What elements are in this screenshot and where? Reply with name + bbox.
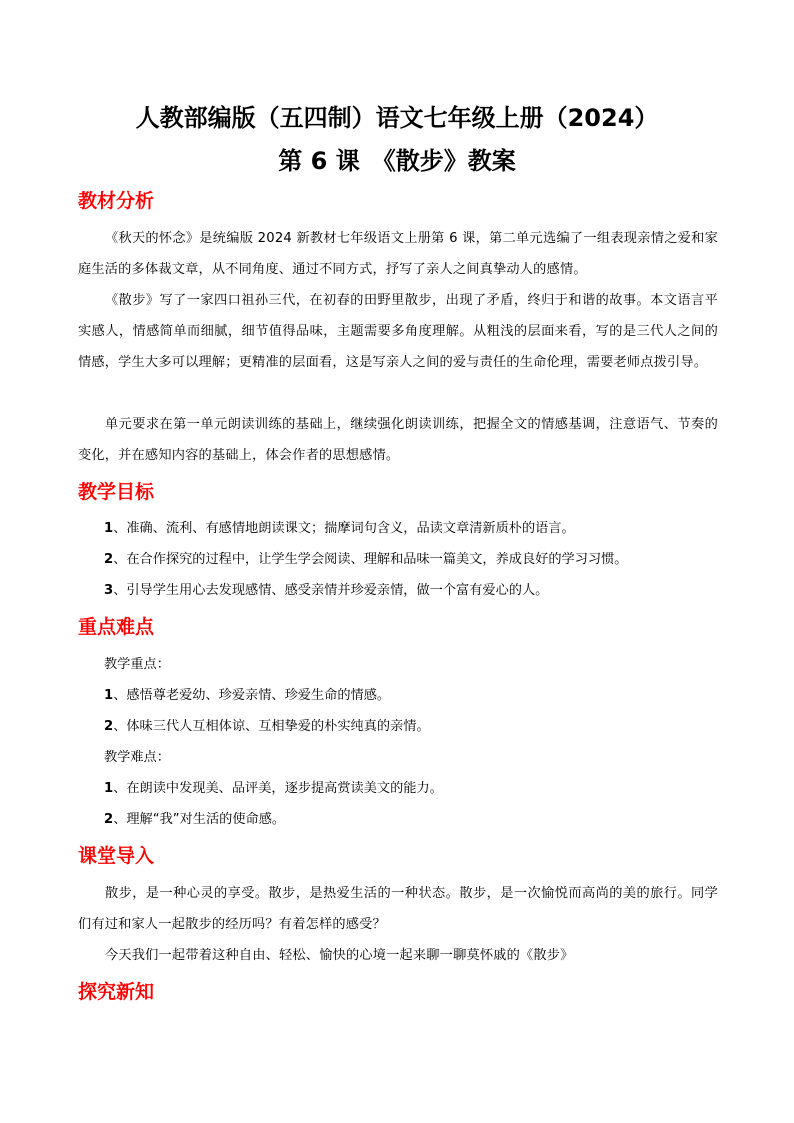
document-title: 人教部编版（五四制）语文七年级上册（2024） [135, 104, 659, 132]
section-heading-analysis: 教材分析 [78, 190, 155, 212]
section-heading-goals: 教学目标 [78, 481, 155, 503]
goal-item-text: 、在合作探究的过程中，让学生学会阅读、理解和品味一篇美文，养成良好的学习习惯。 [113, 552, 628, 567]
goal-item [104, 575, 724, 606]
analysis-paragraph: 《散步》写了一家四口祖孙三代，在初春的田野里散步，出现了矛盾，终归于和谐的故事。本文语言平实感人，情感简单而细腻，细节值得品味，主题需要多角度理解。从粗浅的层面来看，写的是三代人之间的情感，学生大多可以理解；更精准的层面看，这是写亲人之间的爱与责任的生命伦理，需要老师点拨引导。 [78, 293, 718, 370]
intro-paragraph: 今天我们一起带着这种自由、轻松、愉快的心境一起来聊一聊莫怀戚的《散步》 [105, 948, 574, 963]
focus-label: 教学重点： [104, 657, 170, 672]
analysis-paragraph: 《秋天的怀念》是统编版 2024 新教材七年级语文上册第 6 课，第二单元选编了一组表现亲情之爱和家庭生活的多体裁文章，从不同角度、通过不同方式，抒写了亲人之间真挚动人的感情。 [78, 231, 718, 277]
goal-item [104, 544, 724, 575]
goal-item-number: 2 [104, 552, 114, 567]
analysis-paragraph: 单元要求在第一单元朗读训练的基础上，继续强化朗读训练，把握全文的情感基调，注意语气、节奏的变化，并在感知内容的基础上，体会作者的思想感情。 [78, 417, 718, 463]
goal-item-text: 、准确、流利、有感情地朗读课文；揣摩词句含义，品读文章清新质朴的语言。 [113, 521, 575, 536]
lesson-title: 第 6 课 《散步》教案 [278, 147, 516, 175]
difficulty-label: 教学难点： [104, 750, 170, 765]
focus-item-number: 1 [104, 688, 114, 703]
focus-item-text: 、感悟尊老爱幼、珍爱亲情、珍爱生命的情感。 [113, 688, 391, 703]
difficulty-item-number: 2 [104, 812, 114, 827]
difficulty-item-text: 、在朗读中发现美、品评美，逐步提高赏读美文的能力。 [113, 781, 443, 796]
focus-item-number: 2 [104, 719, 114, 734]
focus-item [104, 711, 724, 742]
goal-item-text: 、引导学生用心去发现感情、感受亲情并珍爱亲情，做一个富有爱心的人。 [113, 583, 549, 598]
focus-item-text: 、体味三代人互相体谅、互相挚爱的朴实纯真的亲情。 [113, 719, 430, 734]
intro-paragraph: 散步，是一种心灵的享受。散步，是热爱生活的一种状态。散步，是一次愉悦而高尚的美的旅行。同学们有过和家人一起散步的经历吗？有着怎样的感受？ [78, 886, 718, 932]
goal-item-number: 1 [104, 521, 114, 536]
section-heading-keypoints: 重点难点 [78, 616, 155, 638]
difficulty-item-number: 1 [104, 781, 114, 796]
difficulty-item-text: 、理解“我”对生活的使命感。 [113, 812, 286, 827]
section-heading-explore: 探究新知 [78, 981, 155, 1003]
difficulty-item [104, 804, 724, 835]
difficulty-item [104, 773, 724, 804]
section-heading-intro: 课堂导入 [78, 845, 155, 867]
goal-item [104, 513, 724, 544]
goal-item-number: 3 [104, 583, 114, 598]
focus-item [104, 680, 724, 711]
